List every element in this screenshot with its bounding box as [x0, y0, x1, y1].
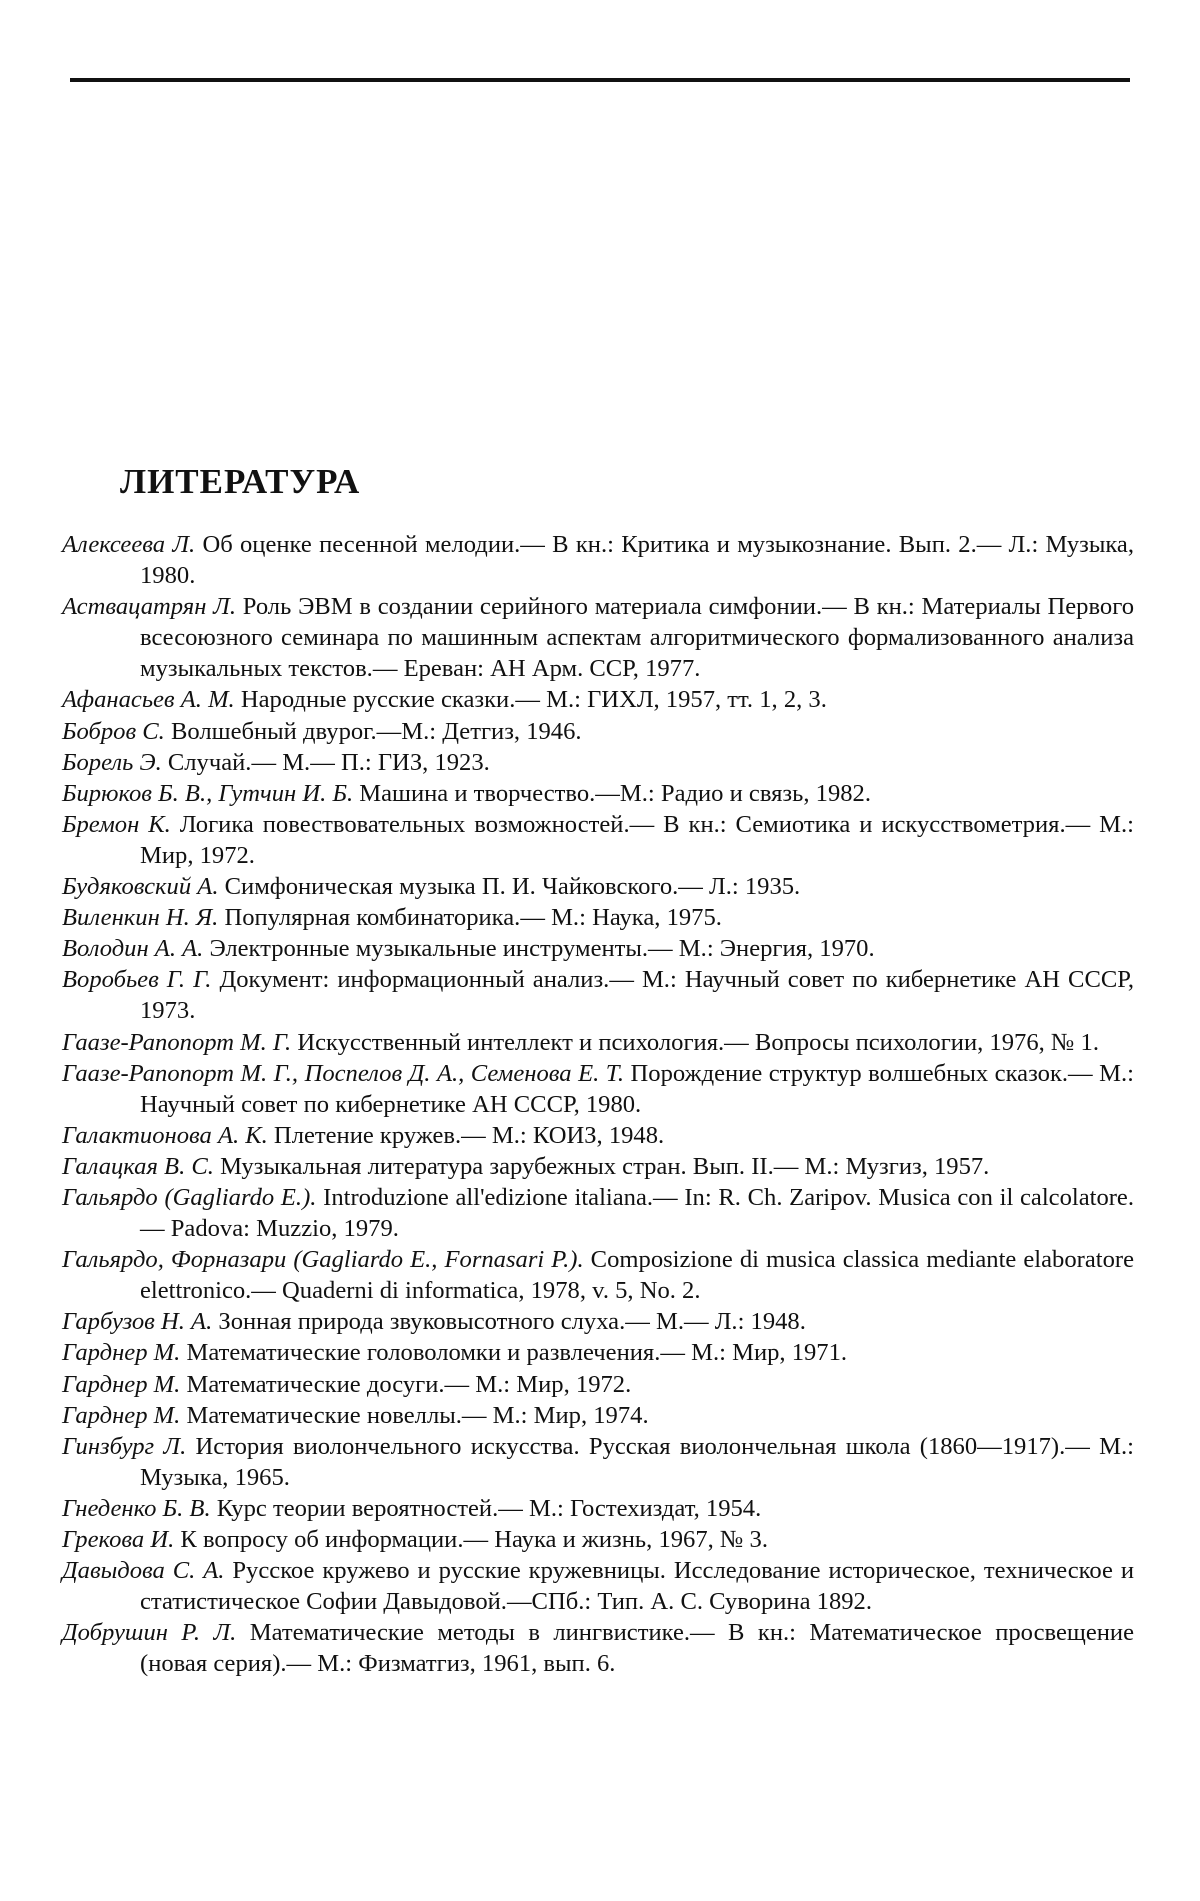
- reference-entry: [62, 1493, 1134, 1524]
- reference-text: Математические методы в лингвистике.— В кн.: Математическое просвещение (новая серия).— М.: Физматгиз, 1961, вып. 6.: [140, 1619, 1134, 1678]
- reference-entry: [62, 591, 1134, 684]
- reference-text: Музыкальная литература зарубежных стран. Вып. II.— М.: Музгиз, 1957.: [213, 1152, 990, 1180]
- reference-author: Будяковский А.: [62, 873, 219, 901]
- reference-text: Зонная природа звуковысотного слуха.— М.— Л.: 1948.: [212, 1308, 806, 1336]
- reference-entry: [62, 1151, 1134, 1182]
- reference-entry: [62, 1524, 1134, 1555]
- reference-text: Волшебный двурог.—М.: Детгиз, 1946.: [164, 717, 582, 745]
- reference-entry: [62, 1400, 1134, 1431]
- reference-text: Случай.— М.— П.: ГИЗ, 1923.: [161, 748, 490, 776]
- reference-author: Аствацатрян Л.: [62, 593, 236, 621]
- reference-author: Виленкин Н. Я.: [62, 904, 219, 932]
- reference-author: Гнеденко Б. В.: [62, 1494, 211, 1522]
- reference-text: История виолончельного искусства. Русская виолончельная школа (1860—1917).— М.: Музыка, 1965.: [140, 1432, 1134, 1491]
- reference-author: Гаазе-Рапопорт М. Г.: [62, 1028, 292, 1056]
- reference-entry: [62, 809, 1134, 871]
- reference-author: Гарднер М.: [62, 1370, 181, 1398]
- reference-author: Володин А. А.: [62, 935, 204, 963]
- reference-entry: [62, 1617, 1134, 1679]
- reference-entry: [62, 529, 1134, 591]
- reference-text: Народные русские сказки.— М.: ГИХЛ, 1957, тт. 1, 2, 3.: [234, 686, 827, 714]
- reference-text: Популярная комбинаторика.— М.: Наука, 1975.: [218, 904, 722, 932]
- reference-entry: [62, 1337, 1134, 1368]
- reference-author: Борель Э.: [62, 748, 162, 776]
- reference-list: [62, 529, 1134, 1679]
- reference-text: К вопросу об информации.— Наука и жизнь, 1967, № 3.: [174, 1526, 768, 1553]
- reference-author: Гарднер М.: [62, 1401, 181, 1429]
- reference-entry: [62, 1058, 1134, 1120]
- reference-entry: [62, 1120, 1134, 1151]
- reference-author: Гальярдо, Форназари (Gagliardo E., Fornasari P.).: [62, 1246, 584, 1274]
- reference-entry: [62, 1431, 1134, 1493]
- reference-text: Математические новеллы.— М.: Мир, 1974.: [180, 1401, 649, 1429]
- reference-text: Математические головоломки и развлечения.— М.: Мир, 1971.: [180, 1339, 848, 1367]
- top-rule: [70, 78, 1130, 82]
- reference-text: Русское кружево и русские кружевницы. Исследование историческое, техническое и статистическое Софии Давыдовой.—СПб.: Тип. А. С. Суворина 1892.: [140, 1557, 1134, 1616]
- reference-entry: [62, 684, 1134, 715]
- reference-author: Алексеева Л.: [62, 531, 196, 558]
- reference-author: Гальярдо (Gagliardo E.).: [62, 1183, 317, 1211]
- reference-entry: [62, 716, 1134, 747]
- reference-entry: [62, 1027, 1134, 1058]
- reference-author: Бремон К.: [62, 810, 171, 838]
- reference-entry: [62, 871, 1134, 902]
- reference-entry: [62, 1555, 1134, 1617]
- reference-entry: [62, 1182, 1134, 1244]
- reference-author: Гинзбург Л.: [62, 1432, 187, 1460]
- page-title: ЛИТЕРАТУРА: [120, 462, 361, 501]
- reference-entry: [62, 778, 1134, 809]
- reference-entry: [62, 747, 1134, 778]
- reference-text: Introduzione all'edizione italiana.— In: R. Ch. Zaripov. Musica con il calcolatore.— Padova: Muzzio, 1979.: [140, 1183, 1134, 1243]
- reference-entry: [62, 1369, 1134, 1400]
- reference-entry: [62, 964, 1134, 1026]
- reference-author: Давыдова С. А.: [62, 1557, 225, 1585]
- reference-text: Логика повествовательных возможностей.— В кн.: Семиотика и искусствометрия.— М.: Мир, 1972.: [140, 810, 1135, 869]
- reference-text: Математические досуги.— М.: Мир, 1972.: [180, 1370, 632, 1398]
- reference-text: Плетение кружев.— М.: КОИЗ, 1948.: [267, 1121, 665, 1149]
- reference-text: Роль ЭВМ в создании серийного материала симфонии.— В кн.: Материалы Первого всесоюзного семинара по машинным аспектам алгоритмического формализованного анализа музыкальных текстов.— Ереван: АН Арм. ССР, 1977.: [140, 593, 1134, 683]
- reference-text: Об оценке песенной мелодии.— В кн.: Критика и музыкознание. Вып. 2.— Л.: Музыка, 1980.: [140, 531, 1134, 590]
- reference-text: Composizione di musica classica mediante elaboratore elettronico.— Quaderni di informatica, 1978, v. 5, No. 2.: [140, 1246, 1134, 1305]
- reference-text: Электронные музыкальные инструменты.— М.: Энергия, 1970.: [203, 935, 875, 963]
- reference-entry: [62, 1306, 1134, 1337]
- reference-entry: [62, 902, 1134, 933]
- reference-author: Бобров С.: [62, 717, 165, 745]
- reference-text: Искусственный интеллект и психология.— Вопросы психологии, 1976, № 1.: [291, 1028, 1099, 1056]
- reference-text: Симфоническая музыка П. И. Чайковского.— Л.: 1935.: [218, 873, 801, 901]
- reference-author: Добрушин Р. Л.: [62, 1619, 237, 1647]
- reference-author: Галацкая В. С.: [62, 1152, 214, 1180]
- reference-text: Порождение структур волшебных сказок.— М.: Научный совет по кибернетике АН СССР, 1980.: [140, 1059, 1134, 1118]
- reference-entry: [62, 1244, 1134, 1306]
- reference-entry: [62, 933, 1134, 964]
- reference-text: Курс теории вероятностей.— М.: Гостехиздат, 1954.: [210, 1494, 762, 1522]
- reference-author: Бирюков Б. В., Гутчин И. Б.: [62, 779, 354, 807]
- reference-author: Афанасьев А. М.: [62, 686, 235, 714]
- reference-author: Грекова И.: [62, 1526, 175, 1553]
- reference-author: Гаазе-Рапопорт М. Г., Поспелов Д. А., Семенова Е. Т.: [62, 1059, 625, 1087]
- reference-text: Машина и творчество.—М.: Радио и связь, 1982.: [353, 779, 871, 807]
- reference-author: Гарднер М.: [62, 1339, 181, 1367]
- reference-author: Воробьев Г. Г.: [62, 966, 212, 994]
- reference-text: Документ: информационный анализ.— М.: Научный совет по кибернетике АН СССР, 1973.: [140, 966, 1134, 1025]
- reference-author: Галактионова А. К.: [62, 1121, 268, 1149]
- reference-author: Гарбузов Н. А.: [62, 1308, 213, 1336]
